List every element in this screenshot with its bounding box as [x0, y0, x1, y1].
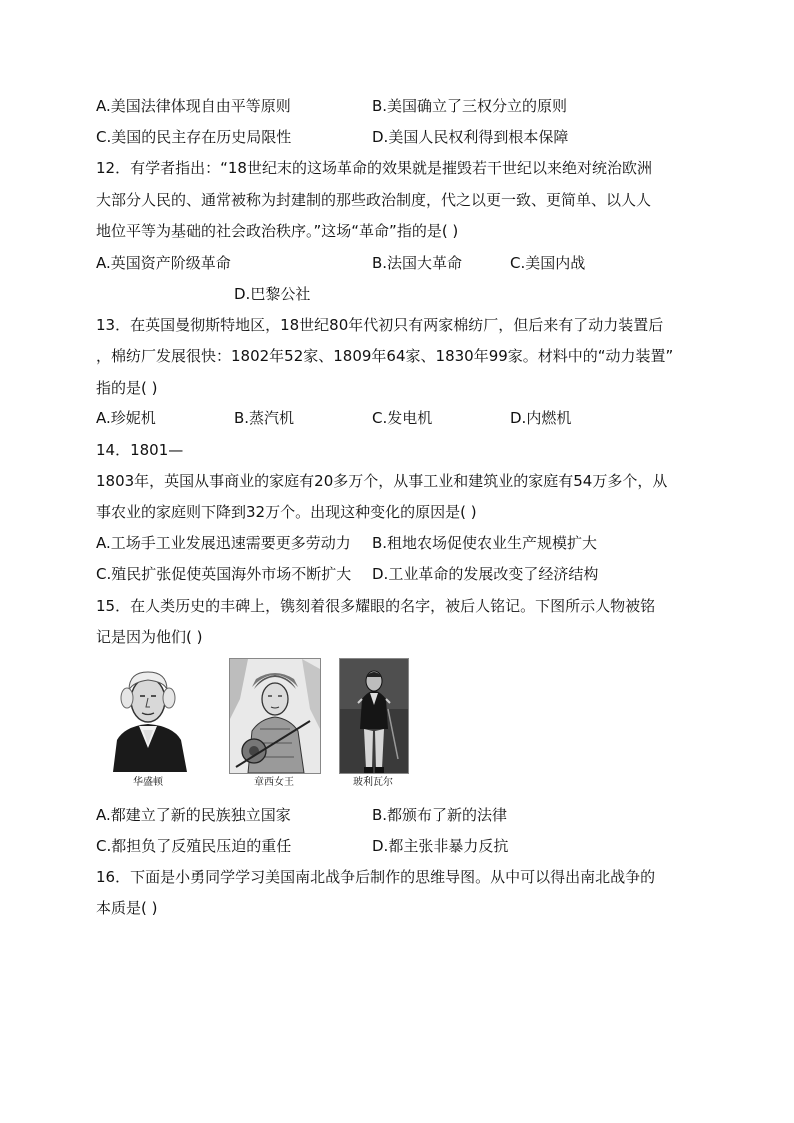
q12-stem-line-3: 地位平等为基础的社会政治秩序。”这场“革命”指的是( ): [96, 222, 459, 240]
q13-option-b: B.蒸汽机: [234, 409, 295, 427]
q13-option-a: A.珍妮机: [96, 409, 156, 427]
q13-option-d: D.内燃机: [510, 409, 572, 427]
q15-stem-line-2: 记是因为他们( ): [96, 628, 203, 646]
q15-option-a: A.都建立了新的民族独立国家: [96, 806, 291, 824]
q11-option-c: C.美国的民主存在历史局限性: [96, 128, 292, 146]
washington-caption: 华盛顿: [133, 777, 163, 788]
q14-option-b: B.租地农场促使农业生产规模扩大: [372, 534, 598, 552]
bolivar-portrait: [339, 658, 409, 774]
q14-option-c: C.殖民扩张促使英国海外市场不断扩大: [96, 565, 352, 583]
q11-option-d: D.美国人民权利得到根本保障: [372, 128, 569, 146]
q13-stem-line-1: 13．在英国曼彻斯特地区，18世纪80年代初只有两家棉纺厂，但后来有了动力装置后: [96, 316, 664, 334]
q12-stem-line-2: 大部分人民的、通常被称为封建制的那些政治制度，代之以更一致、更简单、以人人: [96, 191, 652, 209]
q12-option-a: A.英国资产阶级革命: [96, 254, 231, 272]
q13-option-c: C.发电机: [372, 409, 433, 427]
q15-option-c: C.都担负了反殖民压迫的重任: [96, 837, 292, 855]
q13-stem-line-3: 指的是( ): [96, 379, 158, 397]
q11-option-a: A.美国法律体现自由平等原则: [96, 97, 291, 115]
q12-option-d: D.巴黎公社: [234, 285, 311, 303]
washington-portrait: [103, 660, 193, 772]
q15-option-d: D.都主张非暴力反抗: [372, 837, 509, 855]
q14-stem-line-2: 1803年，英国从事商业的家庭有20多万个，从事工业和建筑业的家庭有54万多个，从: [96, 472, 668, 490]
q12-option-c: C.美国内战: [510, 254, 586, 272]
q15-option-b: B.都颁布了新的法律: [372, 806, 508, 824]
q12-stem-line-1: 12．有学者指出：“18世纪末的这场革命的效果就是摧毁若干世纪以来绝对统治欧洲: [96, 159, 652, 177]
q14-option-a: A.工场手工业发展迅速需要更多劳动力: [96, 534, 351, 552]
rani-of-jhansi-portrait: [229, 658, 321, 774]
q14-option-d: D.工业革命的发展改变了经济结构: [372, 565, 599, 583]
q12-option-b: B.法国大革命: [372, 254, 463, 272]
q11-option-b: B.美国确立了三权分立的原则: [372, 97, 568, 115]
bolivar-caption: 玻利瓦尔: [353, 777, 393, 788]
q13-stem-line-2: ，棉纺厂发展很快：1802年52家、1809年64家、1830年99家。材料中的“动力装置”: [96, 347, 674, 365]
rani-of-jhansi-caption: 章西女王: [254, 777, 294, 788]
q16-stem-line-1: 16．下面是小勇同学学习美国南北战争后制作的思维导图。从中可以得出南北战争的: [96, 868, 656, 886]
q15-stem-line-1: 15．在人类历史的丰碑上，镌刻着很多耀眼的名字，被后人铭记。下图所示人物被铭: [96, 597, 656, 615]
q14-stem-line-1: 14．1801—: [96, 441, 184, 459]
q14-stem-line-3: 事农业的家庭则下降到32万个。出现这种变化的原因是( ): [96, 503, 477, 521]
q16-stem-line-2: 本质是( ): [96, 899, 158, 917]
